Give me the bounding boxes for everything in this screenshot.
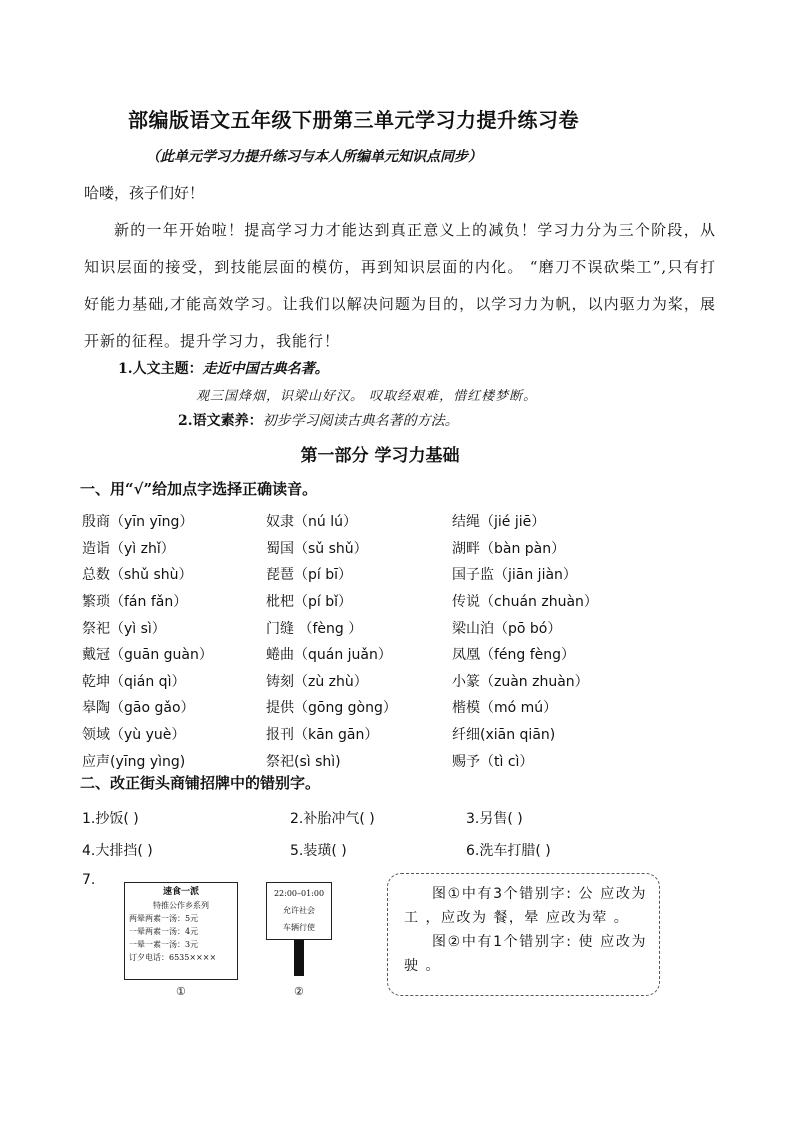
question-7-number: 7. — [82, 872, 96, 888]
theme-2-label: 2.语文素养： — [178, 413, 263, 429]
pinyin-item[interactable]: 凤凰（féng fèng） — [452, 647, 576, 664]
grid-row — [82, 641, 722, 668]
grid-row — [82, 508, 722, 535]
shop-item-2[interactable]: 2.补胎冲气( ) — [290, 811, 375, 827]
pinyin-item[interactable]: 应声(yīng yìng) — [82, 753, 186, 770]
sign-1-line: 一晕一素一汤：3元 — [129, 940, 199, 949]
sign-1-line: 两晕两素一汤：5元 — [129, 914, 199, 923]
grid-row — [82, 747, 722, 774]
theme-2-text: 初步学习阅读古典名著的方法。 — [262, 413, 459, 429]
pinyin-item[interactable]: 祭祀（yì sì） — [82, 620, 166, 637]
pinyin-item[interactable]: 皋陶（gāo gǎo） — [82, 700, 195, 717]
pinyin-item[interactable]: 蜷曲（quán juǎn） — [266, 647, 392, 664]
doc-subtitle: （此单元学习力提升练习与本人所编单元知识点同步） — [146, 149, 482, 165]
pinyin-item[interactable]: 纤细(xiān qiān) — [452, 727, 556, 744]
grid-row — [82, 668, 722, 695]
pinyin-item[interactable]: 国子监（jiān jiàn） — [452, 567, 577, 584]
pinyin-item[interactable]: 报刊（kān gān） — [266, 727, 379, 744]
pinyin-item[interactable]: 铸刻（zù zhù） — [266, 673, 368, 690]
section-1-title: 一、用“√”给加点字选择正确读音。 — [80, 480, 318, 498]
grid-row — [82, 614, 722, 641]
pinyin-item[interactable]: 楷模（mó mú） — [452, 700, 558, 717]
shop-item-6[interactable]: 6.洗车打腊( ) — [466, 843, 551, 859]
pinyin-item[interactable]: 戴冠（guān guàn） — [82, 647, 213, 664]
pinyin-item[interactable]: 祭祀(sì shì) — [266, 753, 341, 770]
sign-1-label: ① — [176, 985, 186, 998]
pinyin-item[interactable]: 奴隶（nú lú） — [266, 514, 357, 531]
pinyin-item[interactable]: 结绳（jié jiē） — [452, 514, 546, 531]
pinyin-item[interactable]: 梁山泊（pō bó） — [452, 620, 562, 637]
grid-row — [82, 694, 722, 721]
theme-2 — [178, 410, 459, 430]
shop-item-4[interactable]: 4.大排挡( ) — [82, 843, 153, 859]
theme-1 — [118, 358, 329, 378]
pinyin-item[interactable]: 乾坤（qián qì） — [82, 673, 186, 690]
sign-2-label: ② — [294, 985, 304, 998]
sign-1-line: 订夕电话：6535×××× — [129, 953, 217, 962]
shop-sign-2 — [266, 882, 332, 940]
pinyin-item[interactable]: 蜀国（sǔ shǔ） — [266, 540, 368, 557]
pinyin-item[interactable]: 琵琶（pí bī） — [266, 567, 353, 584]
pinyin-item[interactable]: 传说（chuán zhuàn） — [452, 594, 598, 611]
intro-paragraph: 新的一年开始啦！提高学习力才能达到真正意义上的减负！学习力分为三个阶段，从知识层面的接受，到技能层面的模仿，再到知识层面的内化。 “磨刀不误砍柴工”,只有打好能力基础,才能高效学习。让我们以解决问题为目的，以学习力为帆，以内驱力为桨，展开新的征程。提升学习力，我能行！ — [84, 221, 716, 350]
pinyin-item[interactable]: 总数（shǔ shù） — [82, 567, 193, 584]
pinyin-item[interactable]: 殷商（yīn yīng） — [82, 514, 194, 531]
grid-row — [82, 588, 722, 615]
pinyin-grid — [82, 508, 722, 774]
sign-1-subtitle: 特推公作乡系列 — [153, 901, 209, 910]
shop-sign-1 — [124, 882, 238, 980]
shop-item-5[interactable]: 5.装璜( ) — [290, 843, 347, 859]
sign-2-line: 车辆行使 — [283, 923, 315, 932]
shop-item-1[interactable]: 1.抄饭( ) — [82, 811, 139, 827]
answer-1[interactable]: 图①中有3个错别字: 公 应改为 工 ，应改为 餐，晕 应改为荤 。 — [404, 886, 647, 926]
sign-1-title: 速食一派 — [162, 887, 199, 897]
answer-2[interactable]: 图②中有1个错别字: 使 应改为 驶 。 — [404, 934, 647, 974]
sign-2-line: 允许社会 — [283, 906, 315, 915]
pinyin-item[interactable]: 赐予（tì cì） — [452, 753, 534, 770]
sign-1-line: 一晕两素一汤：4元 — [129, 927, 199, 936]
pinyin-item[interactable]: 提供（gōng gòng） — [266, 700, 397, 717]
pinyin-item[interactable]: 门缝 （fèng ） — [266, 620, 363, 637]
pinyin-item[interactable]: 小篆（zuàn zhuàn） — [452, 673, 589, 690]
grid-row — [82, 721, 722, 748]
theme-poem: 观三国烽烟，识梁山好汉。 叹取经艰难，惜红楼梦断。 — [196, 389, 538, 404]
pinyin-item[interactable]: 造诣（yì zhǐ） — [82, 540, 175, 557]
pinyin-item[interactable]: 领域（yù yuè） — [82, 727, 186, 744]
pinyin-item[interactable]: 繁琐（fán fǎn） — [82, 594, 188, 611]
theme-1-label: 1.人文主题： — [118, 361, 203, 377]
part-title: 第一部分 学习力基础 — [300, 446, 460, 466]
grid-row — [82, 535, 722, 562]
pinyin-item[interactable]: 湖畔（bàn pàn） — [452, 540, 566, 557]
grid-row — [82, 561, 722, 588]
answer-box — [387, 873, 660, 996]
pinyin-item[interactable]: 枇杷（pí bǐ） — [266, 594, 353, 611]
sign-2-line: 22:00–01:00 — [273, 889, 325, 898]
doc-title: 部编版语文五年级下册第三单元学习力提升练习卷 — [128, 108, 579, 132]
shop-item-3[interactable]: 3.另售( ) — [466, 811, 523, 827]
section-2-title: 二、改正街头商铺招牌中的错别字。 — [80, 774, 321, 792]
theme-1-text: 走近中国古典名著。 — [202, 361, 329, 377]
sign-2-pole — [294, 940, 304, 976]
greeting: 哈喽，孩子们好！ — [84, 184, 205, 202]
